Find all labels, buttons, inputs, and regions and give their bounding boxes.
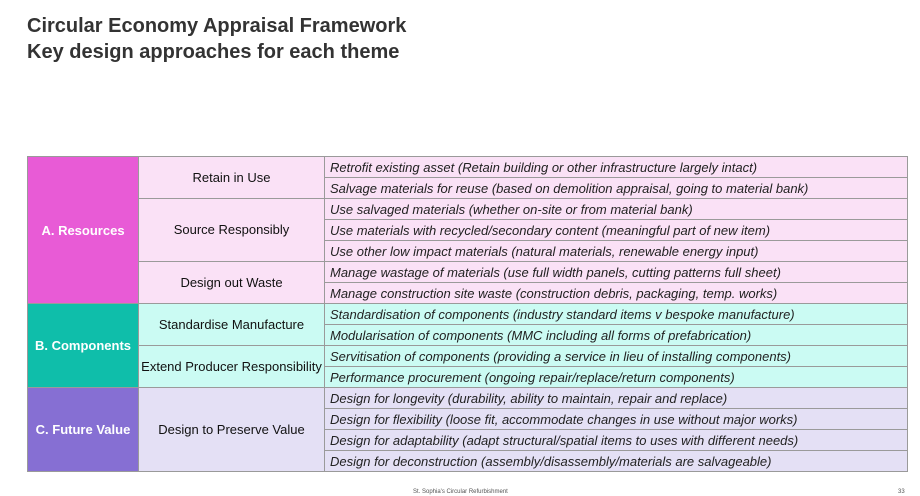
design-approach-item: Servitisation of components (providing a service in lieu of installing components): [325, 346, 908, 367]
approach-source-responsibly: Source Responsibly: [139, 199, 325, 262]
design-approach-item: Design for adaptability (adapt structural/spatial items to uses with different needs): [325, 430, 908, 451]
page-number: 33: [898, 489, 905, 495]
design-approach-item: Design for deconstruction (assembly/disassembly/materials are salvageable): [325, 451, 908, 472]
table-row: [28, 304, 908, 325]
design-approach-item: Modularisation of components (MMC including all forms of prefabrication): [325, 325, 908, 346]
theme-resources: A. Resources: [28, 157, 139, 304]
approach-design-out-waste: Design out Waste: [139, 262, 325, 304]
design-approach-item: Salvage materials for reuse (based on demolition appraisal, going to material bank): [325, 178, 908, 199]
approach-retain-in-use: Retain in Use: [139, 157, 325, 199]
design-approach-item: Manage wastage of materials (use full width panels, cutting patterns full sheet): [325, 262, 908, 283]
table-row: [28, 262, 908, 283]
table-row: [28, 346, 908, 367]
theme-future-value: C. Future Value: [28, 388, 139, 472]
design-approach-item: Use salvaged materials (whether on-site or from material bank): [325, 199, 908, 220]
approach-extend-producer-responsibility: Extend Producer Responsibility: [139, 346, 325, 388]
slide-title: Circular Economy Appraisal Framework: [27, 15, 407, 37]
design-approach-item: Manage construction site waste (construction debris, packaging, temp. works): [325, 283, 908, 304]
approach-design-to-preserve-value: Design to Preserve Value: [139, 388, 325, 472]
design-approach-item: Use other low impact materials (natural materials, renewable energy input): [325, 241, 908, 262]
table-row: [28, 388, 908, 409]
approach-standardise-manufacture: Standardise Manufacture: [139, 304, 325, 346]
table-row: [28, 157, 908, 178]
design-approach-item: Use materials with recycled/secondary content (meaningful part of new item): [325, 220, 908, 241]
appraisal-framework-table: [27, 156, 908, 472]
design-approach-item: Design for longevity (durability, ability to maintain, repair and replace): [325, 388, 908, 409]
slide-subtitle: Key design approaches for each theme: [27, 41, 400, 63]
design-approach-item: Retrofit existing asset (Retain building or other infrastructure largely intact): [325, 157, 908, 178]
design-approach-item: Performance procurement (ongoing repair/replace/return components): [325, 367, 908, 388]
theme-components: B. Components: [28, 304, 139, 388]
table-row: [28, 199, 908, 220]
design-approach-item: Design for flexibility (loose fit, accommodate changes in use without major works): [325, 409, 908, 430]
footer-text: St. Sophia's Circular Refurbishment: [413, 489, 508, 495]
design-approach-item: Standardisation of components (industry standard items v bespoke manufacture): [325, 304, 908, 325]
